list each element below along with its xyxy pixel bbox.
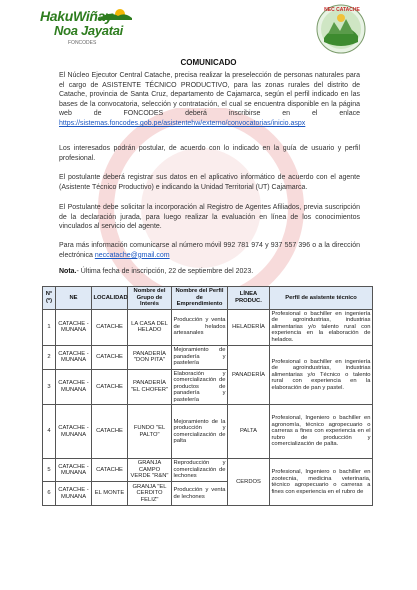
cell-asistente: Profesional, Ingeniero o bachiller en agronomía, técnico agropecuario o carreras a fines con experiencia en el rubro de producción y comercialización de palta. <box>270 405 373 459</box>
table-row <box>43 309 373 345</box>
cell-number: 2 <box>43 345 56 369</box>
cell-grupo: PANADERÍA "EL CHOFER" <box>128 369 172 405</box>
table-header-row <box>43 287 373 310</box>
cell-perfil: Elaboración y comercialización de productos de panadería y pastelería <box>173 370 226 403</box>
cell-number: 6 <box>43 482 56 506</box>
cell-perfil: Producción y venta de lechones <box>172 482 228 506</box>
page-title: COMUNICADO <box>180 58 237 67</box>
cell-number: 3 <box>43 369 56 405</box>
email-link[interactable]: neccatache@gmail.com <box>94 251 170 259</box>
cell-linea: PALTA <box>228 405 270 459</box>
note-label: Nota. <box>59 268 77 275</box>
cell-perfil: Mejoramiento de panadería y pastelería <box>172 345 228 369</box>
header-number: N° (*) <box>43 287 56 310</box>
note-text: - Última fecha de inscripción, 22 de septiembre del 2023. <box>76 268 254 275</box>
header-perfil: Nombre del Perfil de Emprendimiento <box>172 287 228 310</box>
cell-ne: CATACHE - MUNANA <box>56 459 92 482</box>
foncodes-link[interactable]: https://sistemas.foncodes.gob.pe/asistentehw/externo/convocatorias/inicio.aspx <box>59 119 306 127</box>
cell-number: 5 <box>43 459 56 482</box>
cell-perfil: Mejoramiento de la producción y comercialización de palta <box>172 405 228 459</box>
table-row <box>43 405 373 459</box>
paragraph-register: El postulante deberá registrar sus datos en el aplicativo informático de acuerdo con el agente (Asistente Técnico Productivo) e indicando la Unidad Territorial (UT) Cajamarca. <box>59 174 360 191</box>
cell-perfil: Producción y venta de helados artesanales <box>172 309 228 345</box>
cell-perfil: Reproducción y comercialización de lechones <box>172 459 228 482</box>
cell-linea: PANADERÍA <box>228 345 270 405</box>
cell-asistente: Profesional o bachiller en ingeniería de agroindustrias, industrias alimentarias y/o Técnico o talento rural con experiencia en la elaboración de pan y pastel. <box>270 345 373 405</box>
cell-linea: CERDOS <box>228 459 270 506</box>
logo-sub: FONCODES <box>68 40 97 46</box>
cell-localidad: CATACHE <box>92 309 128 345</box>
table-row <box>43 345 373 369</box>
cell-number: 4 <box>43 405 56 459</box>
header-localidad: LOCALIDAD <box>92 287 128 310</box>
cell-grupo: GRANJA CAMPO VERDE "R&N" <box>128 459 172 482</box>
cell-localidad: CATACHE <box>92 345 128 369</box>
cell-number: 1 <box>43 309 56 345</box>
cell-asistente: Profesional, Ingeniero o bachiller en zootecnia, medicina veterinaria, técnico agropecuario o carreras a fines con experiencia en el rubro de <box>270 459 373 506</box>
logo-line1: HakuWiñay <box>40 8 113 24</box>
cell-grupo: GRANJA "EL CERDITO FELIZ" <box>128 482 172 506</box>
cell-ne: CATACHE - MUNANA <box>56 369 92 405</box>
cell-ne: CATACHE - MUNANA <box>56 309 92 345</box>
paragraph-contact-text: Para más información comunicarse al número móvil 992 781 974 y 937 557 396 o a la dirección electrónica <box>59 242 360 259</box>
header-grupo: Nombre del Grupo de Interés <box>128 287 172 310</box>
cell-localidad: EL MONTE <box>92 482 128 506</box>
cell-ne: CATACHE - MUNANA <box>56 405 92 459</box>
profiles-table <box>42 286 373 506</box>
paragraph-guide: Los interesados podrán postular, de acuerdo con lo indicado en la guía de usuario y perfil profesional. <box>59 145 360 162</box>
cell-grupo: LA CASA DEL HELADO <box>128 309 172 345</box>
paragraph-registry: El Postulante debe solicitar la incorporación al Registro de Agentes Afiliados, previa suscripción de la declaración jurada, para luego realizar la evaluación en línea de los conocimientos vinculados al servicio del agente. <box>59 204 360 231</box>
cell-asistente: Profesional o bachiller en ingeniería de agroindustrias, industrias alimentarias y/o talento rural con experiencia en la elaboración de helados. <box>270 309 373 345</box>
cell-localidad: CATACHE <box>92 405 128 459</box>
seal-label: NEC CATACHE <box>324 7 360 13</box>
header-asistente: Perfil de asistente técnico <box>270 287 373 310</box>
paragraph-intro <box>59 71 360 129</box>
paragraph-intro-text: El Núcleo Ejecutor Central Catache, precisa realizar la preselección de personas naturales para el cargo de ASISTENTE TÉCNICO PRODUCTIVO, para las zonas rurales del distrito de Catache, provincia de Santa Cruz, departamento de Cajamarca, según el perfil indicado en las bases de la convocatoria, selección y contratación, el cual se encuentra disponible en la página web de FONCODES deberá inscribirse en el enlace <box>59 72 360 118</box>
paragraph-contact <box>59 241 360 260</box>
cell-localidad: CATACHE <box>92 459 128 482</box>
cell-grupo: PANADERÍA "DON PITA" <box>128 345 172 369</box>
hakuwinay-logo <box>40 6 140 52</box>
cell-localidad: CATACHE <box>92 369 128 405</box>
cell-ne: CATACHE - MUNANA <box>56 345 92 369</box>
cell-linea: HELADERÍA <box>228 309 270 345</box>
deadline-note <box>59 268 253 275</box>
header-ne: NE <box>56 287 92 310</box>
cell-grupo: FUNDO "EL PALTO" <box>128 405 172 459</box>
header-linea: LÍNEA PRODUC. <box>228 287 270 310</box>
cell-ne: CATACHE - MUNANA <box>56 482 92 506</box>
table-row <box>43 459 373 482</box>
logo-line2: Noa Jayatai <box>54 23 123 38</box>
